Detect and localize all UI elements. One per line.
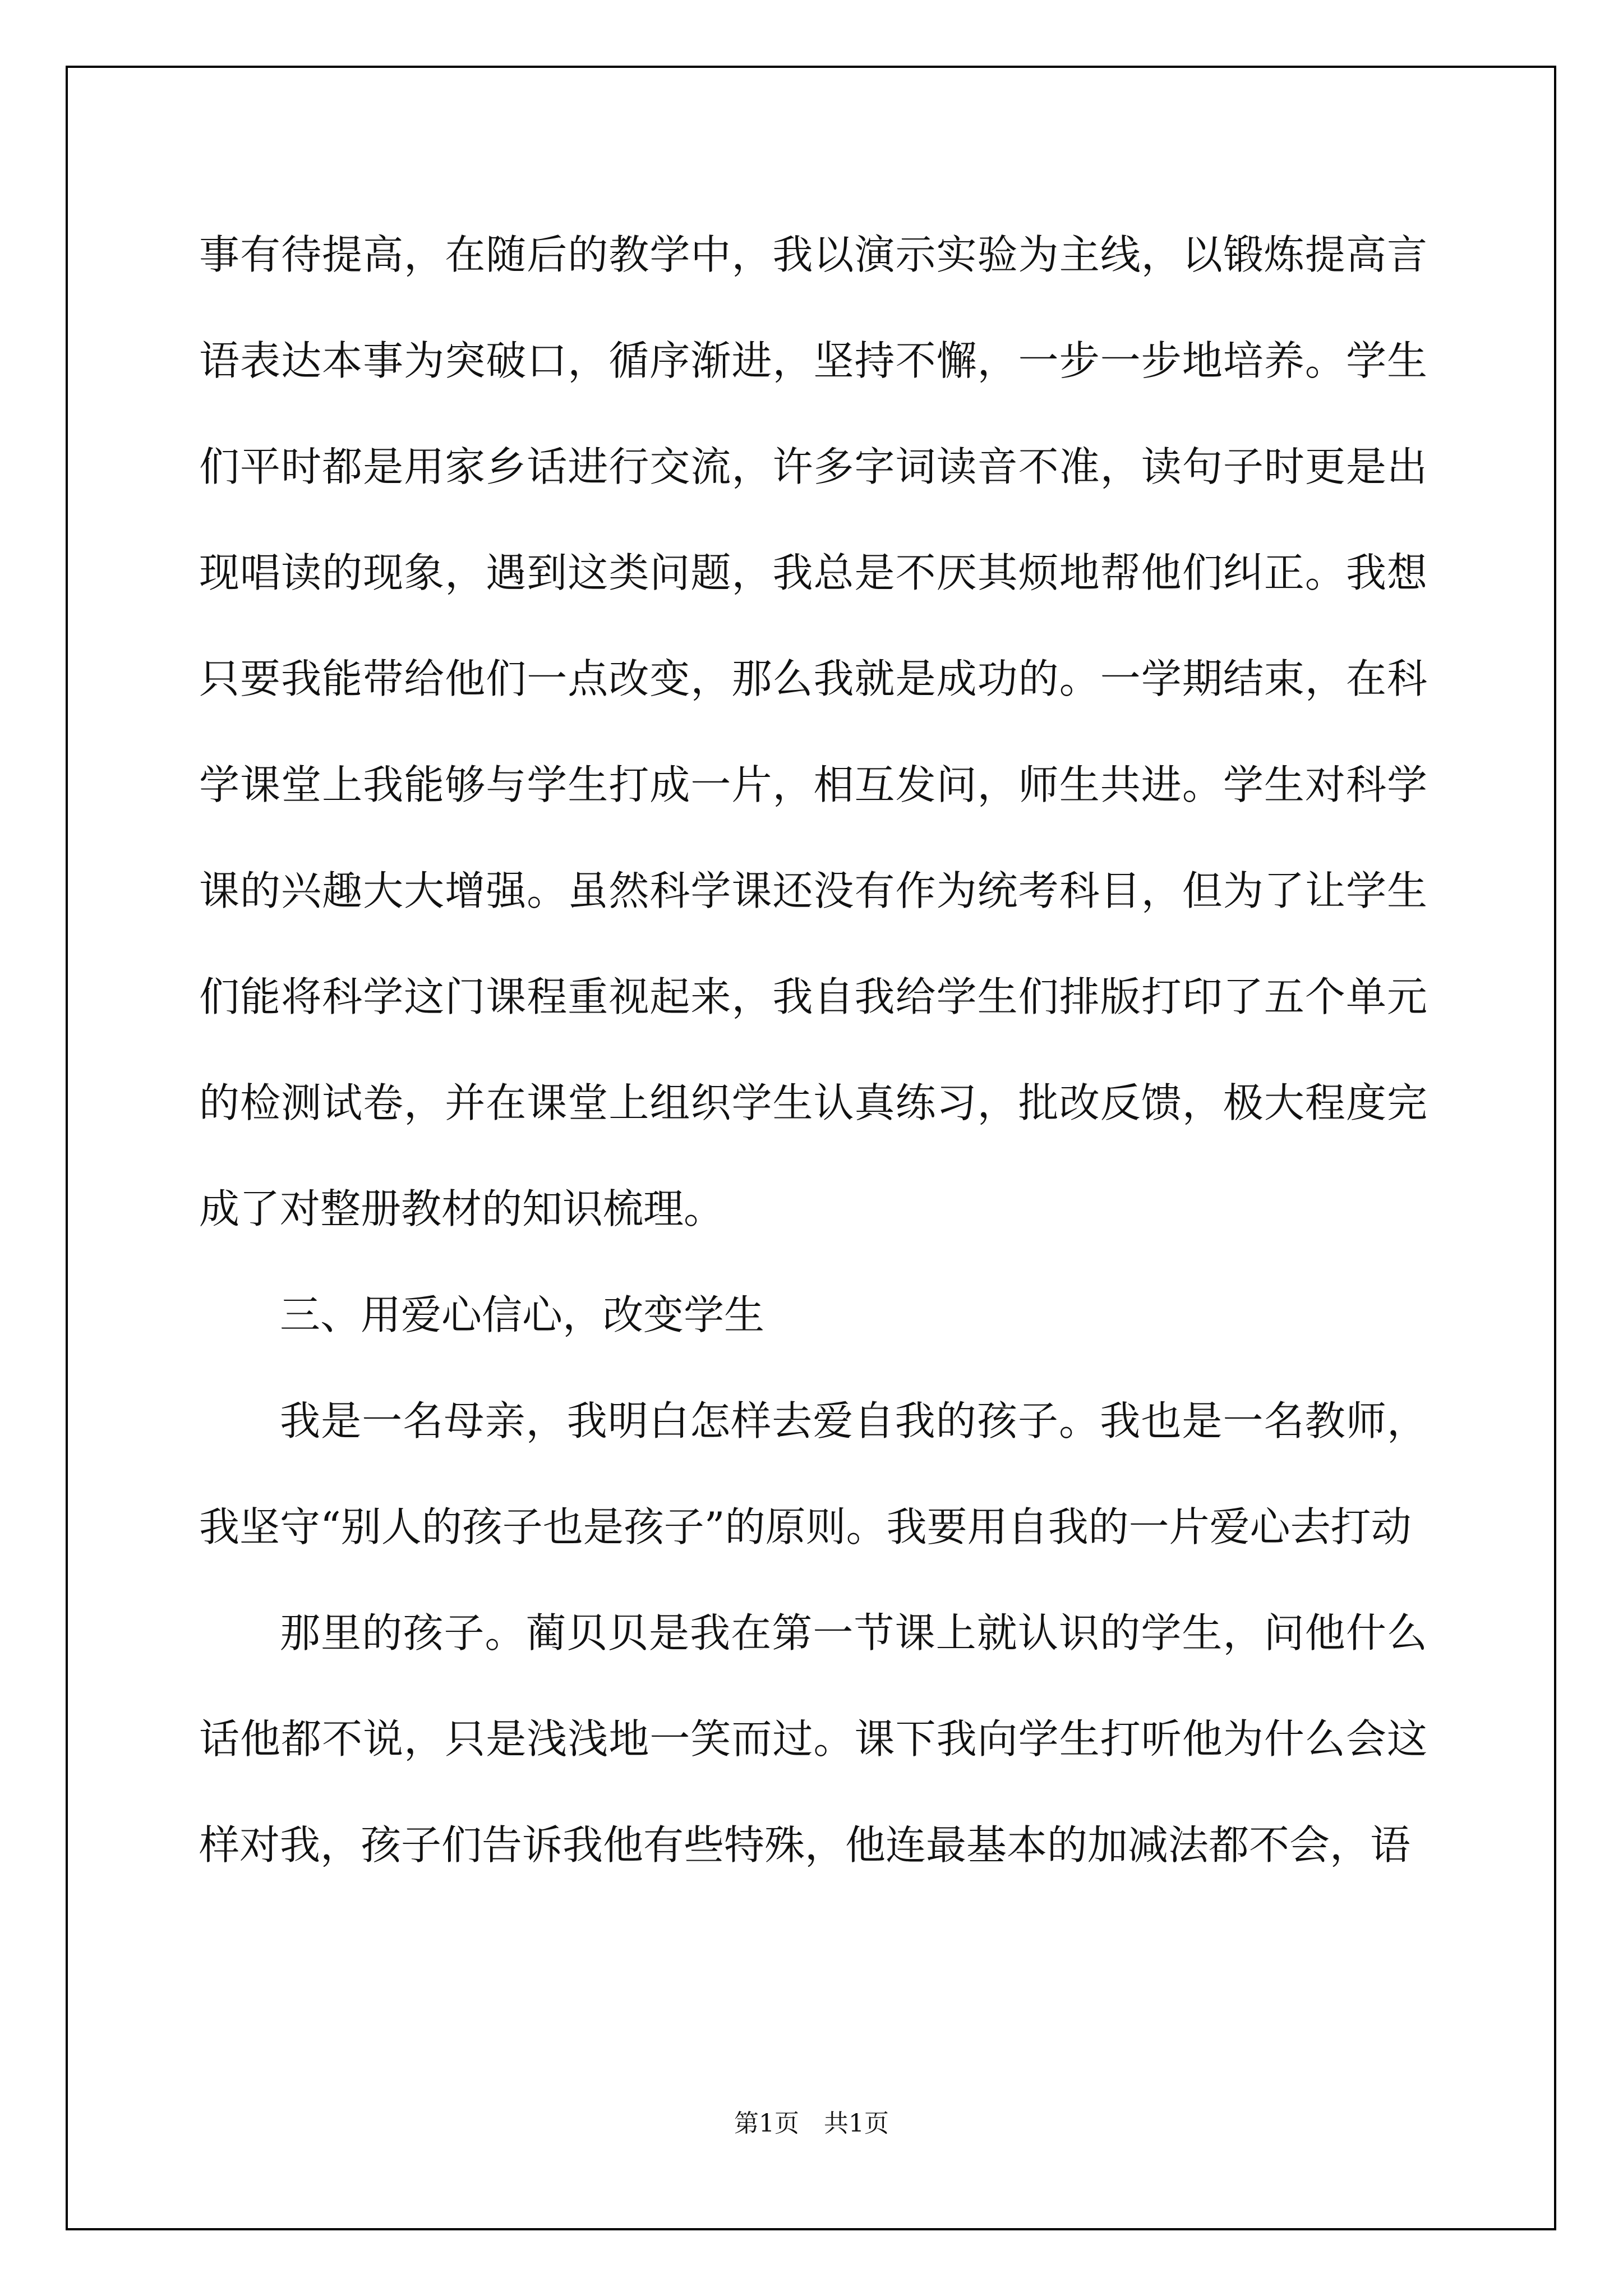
section-heading: 三、用爱心信心，改变学生 xyxy=(280,1291,765,1338)
paragraph: 那里的孩子。蔺贝贝是我在第一节课上就认识的学生，问他什么话他都不说，只是浅浅地一笑而过。课下我向学生打听他为什么会这样对我，孩子们告诉我他有些特殊，他连最基本的加减法都不会，语 xyxy=(199,1609,1427,1869)
paragraph: 我是一名母亲，我明白怎样去爱自我的孩子。我也是一名教师，我坚守“别人的孩子也是孩子”的原则。我要用自我的一片爱心去打动 xyxy=(199,1397,1427,1550)
document-body xyxy=(199,202,1427,1898)
paragraph-continuation: 事有待提高，在随后的教学中，我以演示实验为主线，以锻炼提高言语表达本事为突破口，循序渐进，坚持不懈，一步一步地培养。学生们平时都是用家乡话进行交流，许多字词读音不准，读句子时更是出现唱读的现象，遇到这类问题，我总是不厌其烦地帮他们纠正。我想只要我能带给他们一点改变，那么我就是成功的。一学期结束，在科学课堂上我能够与学生打成一片，相互发问，师生共进。学生对科学课的兴趣大大增强。虽然科学课还没有作为统考科目，但为了让学生们能将科学这门课程重视起来，我自我给学生们排版打印了五个单元的检测试卷，并在课堂上组织学生认真练习，批改反馈，极大程度完成了对整册教材的知识梳理。 xyxy=(199,231,1427,1232)
page-footer: 第1页 共1页 xyxy=(734,2109,889,2138)
